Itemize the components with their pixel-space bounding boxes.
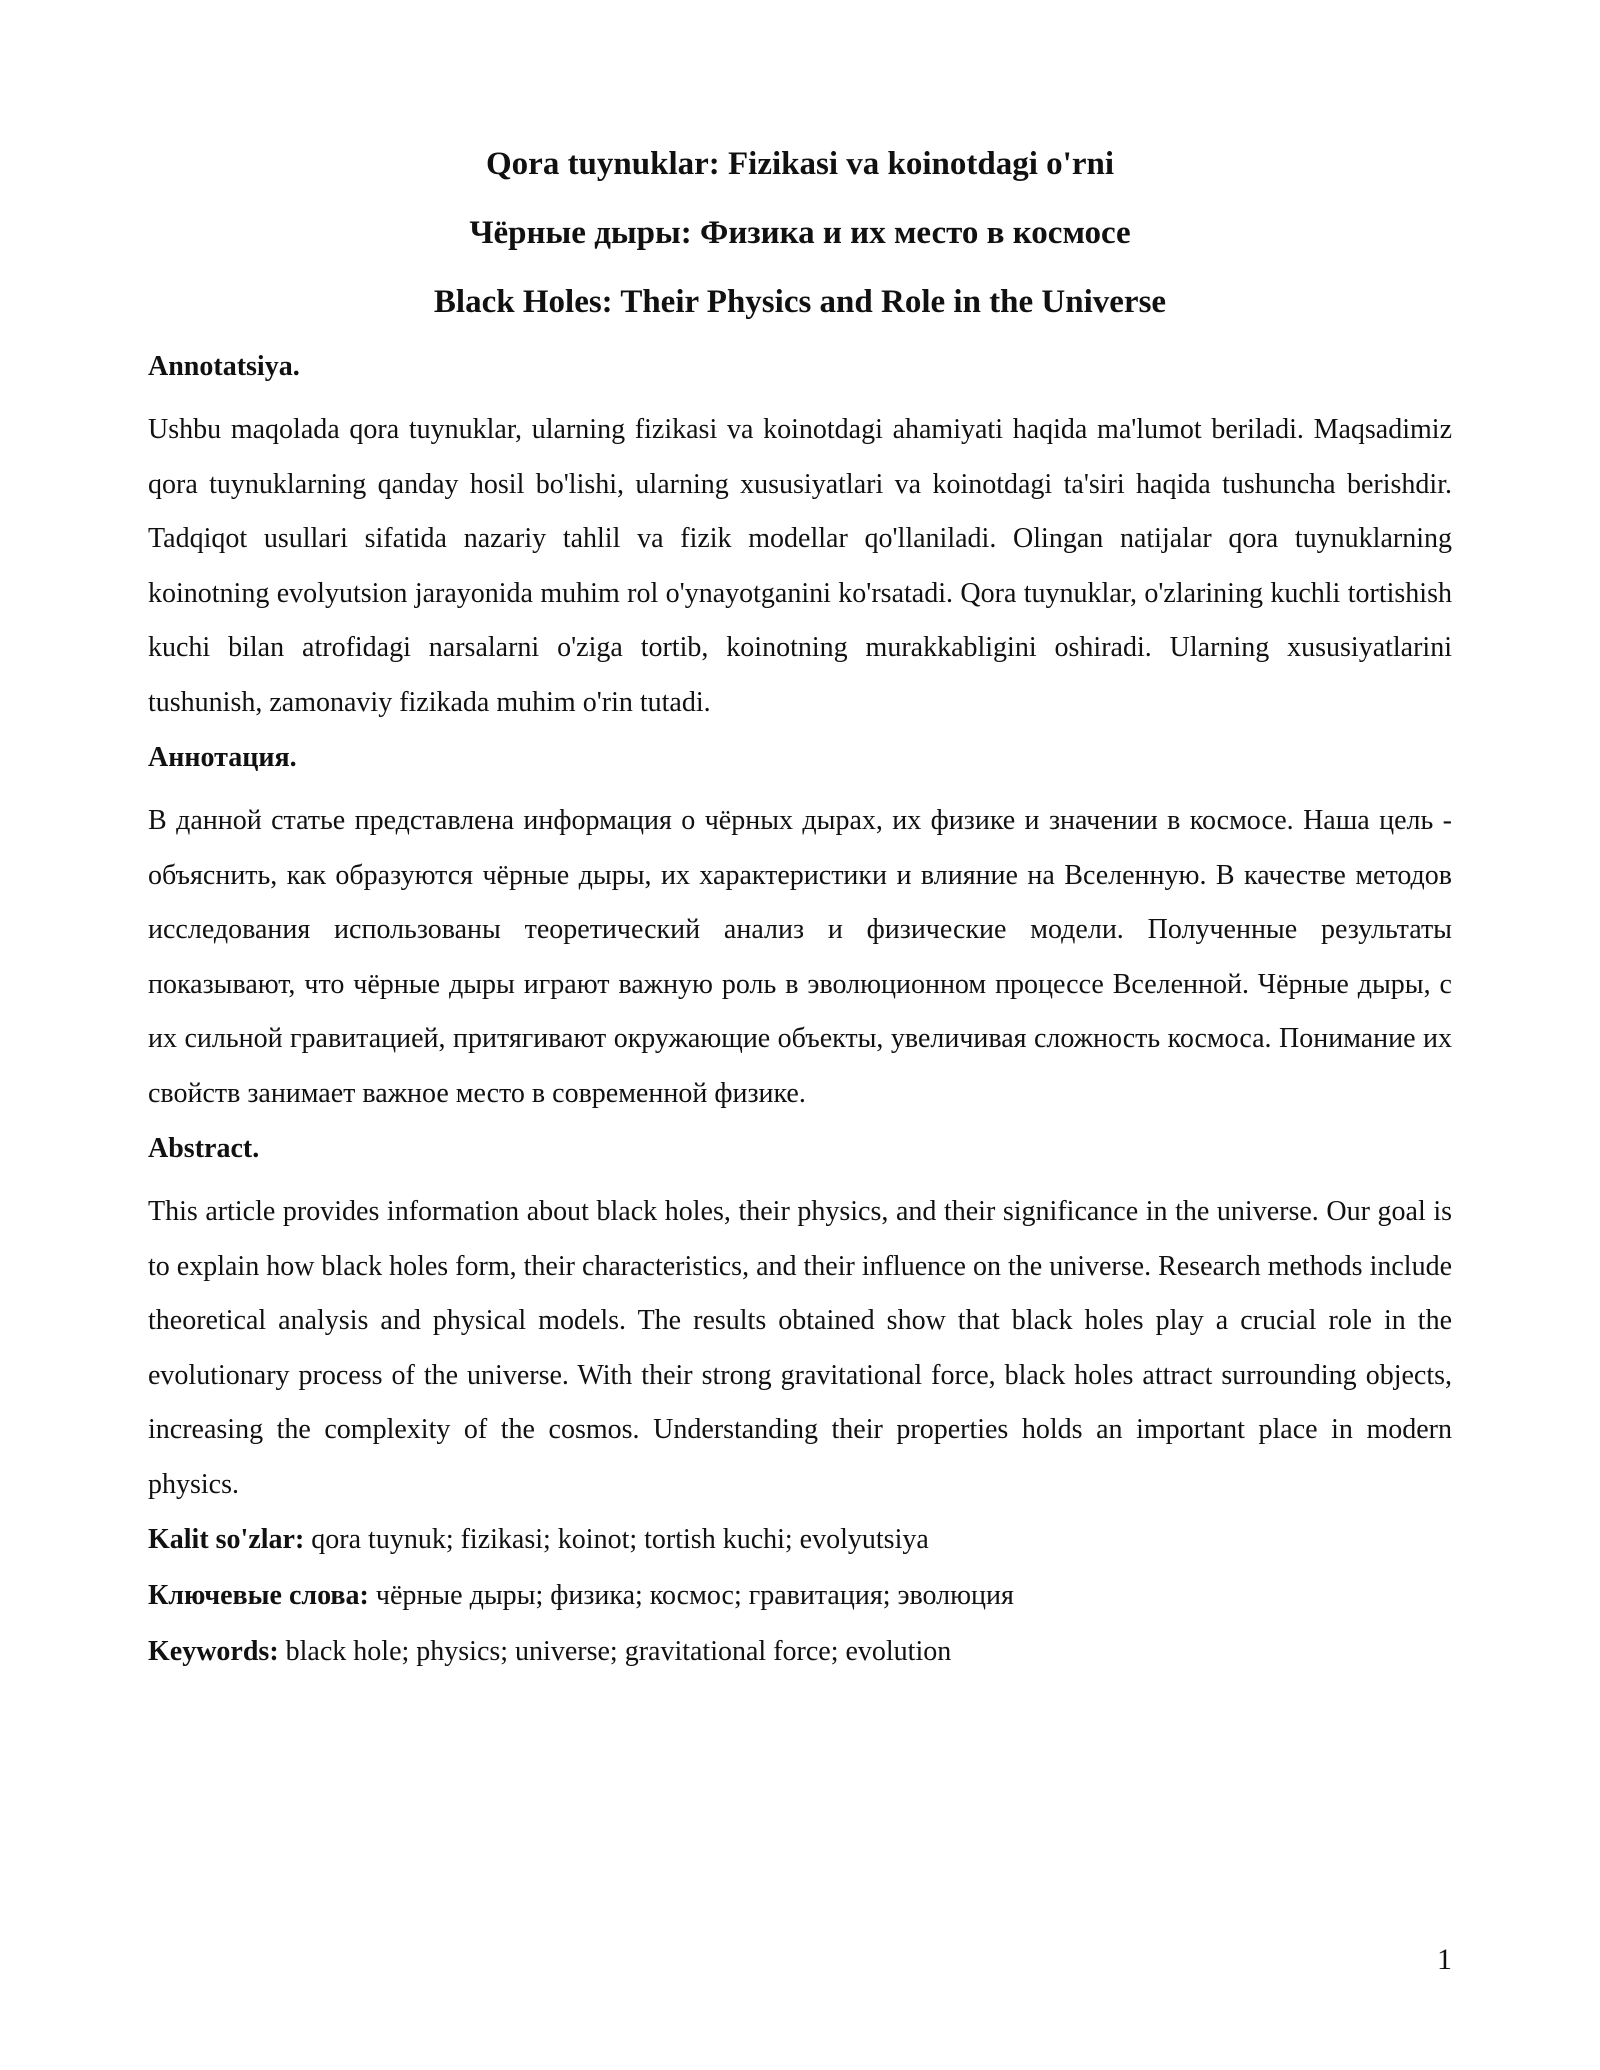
keywords-uzbek-label: Kalit so'zlar: <box>148 1524 305 1555</box>
keywords-russian <box>148 1576 1452 1616</box>
title-russian: Чёрные дыры: Физика и их место в космосе <box>469 215 1131 251</box>
keywords-russian-text: чёрные дыры; физика; космос; гравитация; эволюция <box>368 1580 1014 1611</box>
title-english: Black Holes: Their Physics and Role in the Universe <box>433 284 1167 320</box>
keywords-uzbek-text: qora tuynuk; fizikasi; koinot; tortish kuchi; evolyutsiya <box>304 1524 929 1555</box>
keywords-russian-label: Ключевые слова: <box>148 1580 369 1611</box>
keywords-uzbek <box>148 1520 1452 1560</box>
keywords-english <box>148 1632 1452 1672</box>
page-content <box>148 140 1452 1688</box>
keywords-english-text: black hole; physics; universe; gravitational force; evolution <box>278 1636 952 1667</box>
abstract-russian-heading: Аннотация. <box>148 742 297 773</box>
abstract-uzbek-heading: Annotatsiya. <box>148 351 300 382</box>
title-uzbek: Qora tuynuklar: Fizikasi va koinotdagi o'rni <box>486 146 1114 182</box>
page-number: 1 <box>1437 1943 1452 1976</box>
abstract-russian-text: В данной статье представлена информация о чёрных дырах, их физике и значении в космосе. Наша цель - объяснить, как образуются чёрные дыры, их характеристики и влияние на Вселенную. В качестве методов исследования использованы теоретический анализ и физические модели. Полученные результаты показывают, что чёрные дыры играют важную роль в эволюционном процессе Вселенной. Чёрные дыры, с их сильной гравитацией, притягивают окружающие объекты, увеличивая сложность космоса. Понимание их свойств занимает важное место в современной физике. <box>148 805 1452 1109</box>
abstract-english-text: This article provides information about black holes, their physics, and their significance in the universe. Our goal is to explain how black holes form, their characteristics, and their influence on the universe. Research methods include theoretical analysis and physical models. The results obtained show that black holes play a crucial role in the evolutionary process of the universe. With their strong gravitational force, black holes attract surrounding objects, increasing the complexity of the cosmos. Understanding their properties holds an important place in modern physics. <box>148 1196 1452 1500</box>
keywords-english-label: Keywords: <box>148 1636 279 1667</box>
abstract-english-heading: Abstract. <box>148 1133 260 1164</box>
abstract-uzbek-text: Ushbu maqolada qora tuynuklar, ularning fizikasi va koinotdagi ahamiyati haqida ma'lumot beriladi. Maqsadimiz qora tuynuklarning qanday hosil bo'lishi, ularning xususiyatlari va koinotdagi ta'siri haqida tushuncha berishdir. Tadqiqot usullari sifatida nazariy tahlil va fizik modellar qo'llaniladi. Olingan natijalar qora tuynuklarning koinotning evolyutsion jarayonida muhim rol o'ynayotganini ko'rsatadi. Qora tuynuklar, o'zlarining kuchli tortishish kuchi bilan atrofidagi narsalarni o'ziga tortib, koinotning murakkabligini oshiradi. Ularning xususiyatlarini tushunish, zamonaviy fizikada muhim o'rin tutadi. <box>148 414 1452 718</box>
